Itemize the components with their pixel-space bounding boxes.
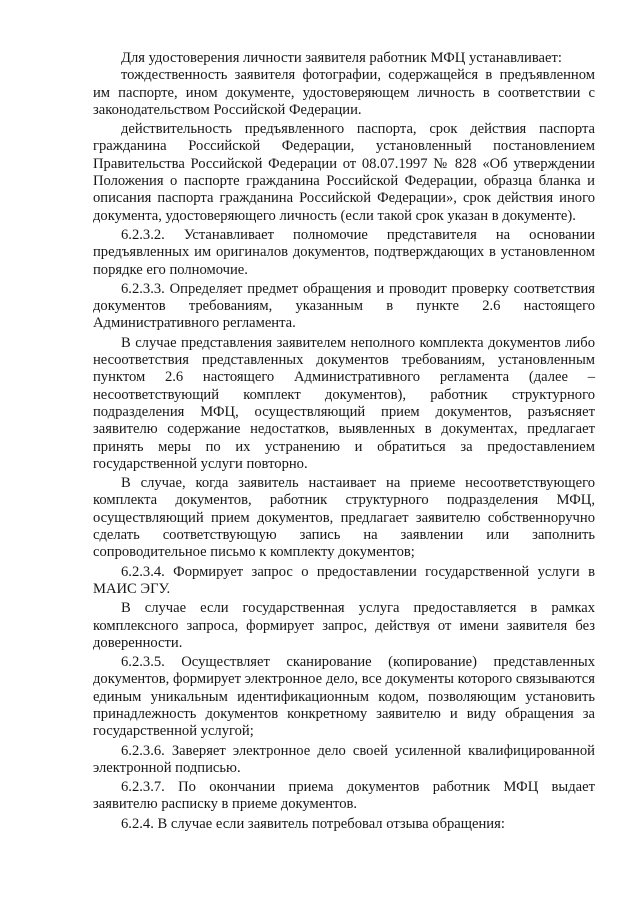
paragraph-complex-request: В случае если государственная услуга предоставляется в рамках комплексного запроса, формирует запрос, действуя от имени заявителя без доверенности. (93, 600, 595, 651)
paragraph-6-2-3-7: 6.2.3.7. По окончании приема документов работник МФЦ выдает заявителю расписку в приеме документов. (93, 779, 595, 813)
paragraph-6-2-3-2: 6.2.3.2. Устанавливает полномочие представителя на основании предъявленных им оригиналов документов, подтверждающих в установленном порядке его полномочие. (93, 226, 595, 278)
paragraph-identity-photo: тождественность заявителя фотографии, содержащейся в предъявленном им паспорте, ином документе, удостоверяющем личность в соответствии с законодательством Российской Федерации. (93, 67, 595, 118)
paragraph-6-2-3-3: 6.2.3.3. Определяет предмет обращения и проводит проверку соответствия документов требованиям, указанным в пункте 2.6 настоящего Административного регламента. (93, 280, 595, 332)
paragraph-6-2-3-4: 6.2.3.4. Формирует запрос о предоставлении государственной услуги в МАИС ЭГУ. (93, 563, 595, 597)
paragraph-6-2-3-5: 6.2.3.5. Осуществляет сканирование (копирование) представленных документов, формирует электронное дело, все документы которого связываются единым уникальным идентификационным кодом, позволяющим установить принадлежность документов конкретному заявителю и виду обращения за государственной услугой; (93, 654, 595, 740)
paragraph-incomplete-set: В случае представления заявителем неполного комплекта документов либо несоответствия представленных документов требованиям, установленным пунктом 2.6 настоящего Административного регламента (далее – несоответствующий комплект документов), работник структурного подразделения МФЦ, осуществляющий прием документов, разъясняет заявителю содержание недостатков, выявленных в документах, предлагает принять меры по их устранению и обратиться за предоставлением государственной услуги повторно. (93, 334, 595, 472)
paragraph-6-2-4: 6.2.4. В случае если заявитель потребовал отзыва обращения: (121, 815, 505, 832)
paragraph-6-2-3-6: 6.2.3.6. Заверяет электронное дело своей усиленной квалифицированной электронной подписью. (93, 742, 595, 776)
paragraph-applicant-insists: В случае, когда заявитель настаивает на приеме несоответствующего комплекта документов, работник структурного подразделения МФЦ, осуществляющий прием документов, предлагает заявителю собственноручно сделать соответствующую запись на заявлении или заполнить сопроводительное письмо к комплекту документов; (93, 475, 595, 561)
document-page (93, 50, 595, 833)
paragraph-passport-validity: действительность предъявленного паспорта, срок действия паспорта гражданина Российской Федерации, установленный постановлением Правительства Российской Федерации от 08.07.1997 № 828 «Об утверждении Положения о паспорте гражданина Российской Федерации, образца бланка и описания паспорта гражданина Российской Федерации», срок действия иного документа, удостоверяющего личность (если такой срок указан в документе). (93, 121, 595, 224)
paragraph-intro: Для удостоверения личности заявителя работник МФЦ устанавливает: (121, 50, 562, 66)
